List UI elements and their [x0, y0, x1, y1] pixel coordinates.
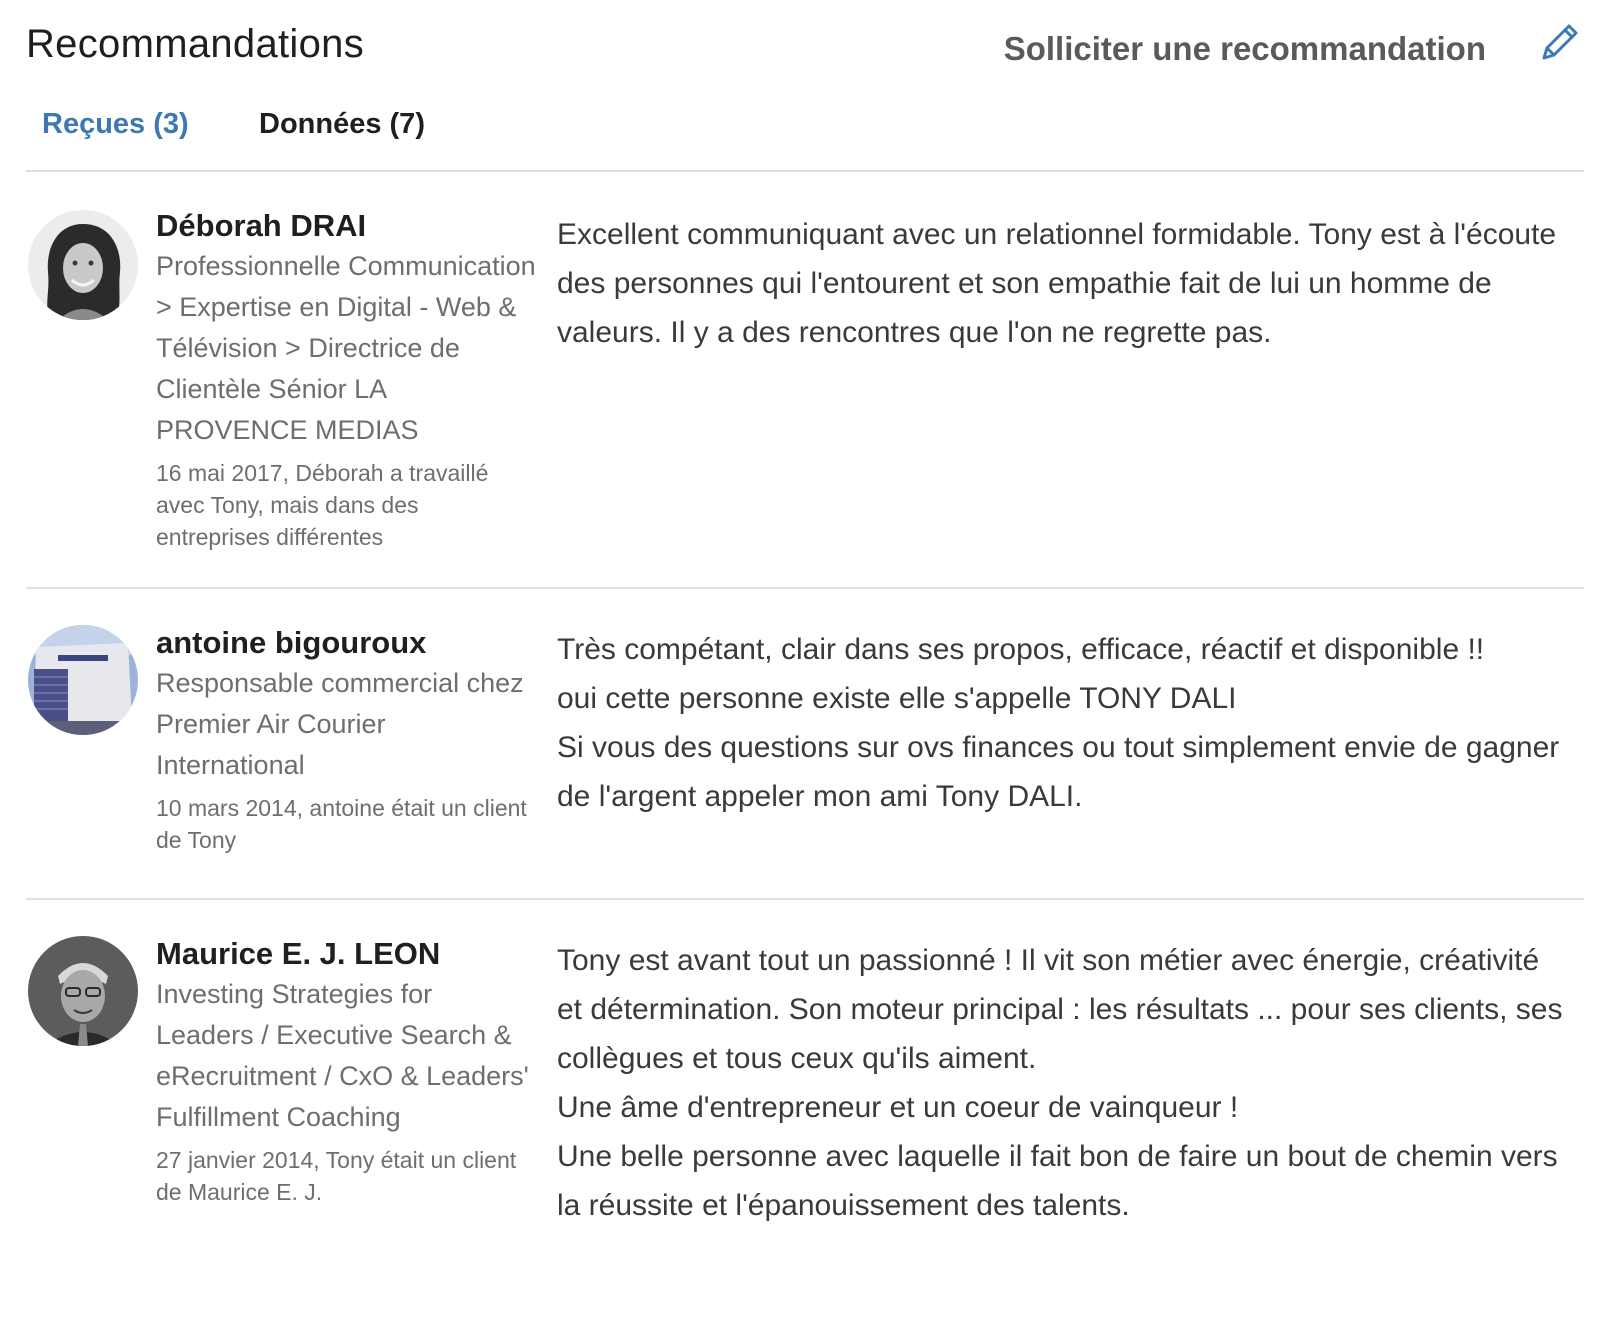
- edit-button[interactable]: [1534, 18, 1584, 68]
- recommendation-item: [26, 172, 1584, 589]
- recommender-info: [156, 623, 536, 856]
- recommendation-item: [26, 900, 1584, 1256]
- avatar[interactable]: [28, 625, 138, 735]
- recommender-headline: Investing Strategies for Leaders / Executive Search & eRecruitment / CxO & Leaders' Fulfillment Coaching: [156, 979, 529, 1132]
- section-title: Recommandations: [26, 22, 364, 66]
- tab-received[interactable]: Reçues (3): [42, 108, 189, 140]
- recommendation-text: Très compétant, clair dans ses propos, efficace, réactif et disponible !! oui cette personne existe elle s'appelle TONY DALI Si vous des questions sur ovs finances ou tout simplement envie de gagner de l'argent appeler mon ami Tony DALI.: [557, 633, 1560, 813]
- pencil-icon: [1534, 18, 1584, 68]
- recommender-headline: Responsable commercial chez Premier Air Courier International: [156, 668, 524, 780]
- recommendation-text: Excellent communiquant avec un relationnel formidable. Tony est à l'écoute des personnes qui l'entourent et son empathie fait de lui un homme de valeurs. Il y a des rencontres que l'on ne regrette pas.: [557, 218, 1557, 349]
- recommender-info: [156, 206, 536, 553]
- recommendation-meta: 27 janvier 2014, Tony était un client de Maurice E. J.: [156, 1147, 517, 1205]
- avatar[interactable]: [28, 210, 138, 320]
- section-header: [26, 0, 1584, 100]
- recommendation-item: [26, 589, 1584, 900]
- avatar[interactable]: [28, 936, 138, 1046]
- recommendation-meta: 10 mars 2014, antoine était un client de Tony: [156, 795, 527, 853]
- recommendation-meta: 16 mai 2017, Déborah a travaillé avec Tony, mais dans des entreprises différentes: [156, 460, 489, 550]
- recommendation-text: Tony est avant tout un passionné ! Il vit son métier avec énergie, créativité et détermination. Son moteur principal : les résultats ... pour ses clients, ses collègues et tous ceux qu'ils aiment. Une âme d'entrepreneur et un coeur de vainqueur ! Une belle personne avec laquelle il fait bon de faire un bout de chemin vers la réussite et l'épanouissement des talents.: [557, 944, 1563, 1222]
- tab-given[interactable]: Données (7): [259, 108, 425, 140]
- recommender-info: [156, 934, 536, 1208]
- ask-recommendation-link[interactable]: Solliciter une recommandation: [1003, 30, 1486, 67]
- recommendation-tabs: [26, 100, 1584, 172]
- recommender-name[interactable]: Maurice E. J. LEON: [156, 936, 441, 971]
- recommender-name[interactable]: Déborah DRAI: [156, 208, 367, 243]
- recommender-headline: Professionnelle Communication > Expertise en Digital - Web & Télévision > Directrice de Clientèle Sénior LA PROVENCE MEDIAS: [156, 251, 536, 445]
- recommender-name[interactable]: antoine bigouroux: [156, 625, 427, 660]
